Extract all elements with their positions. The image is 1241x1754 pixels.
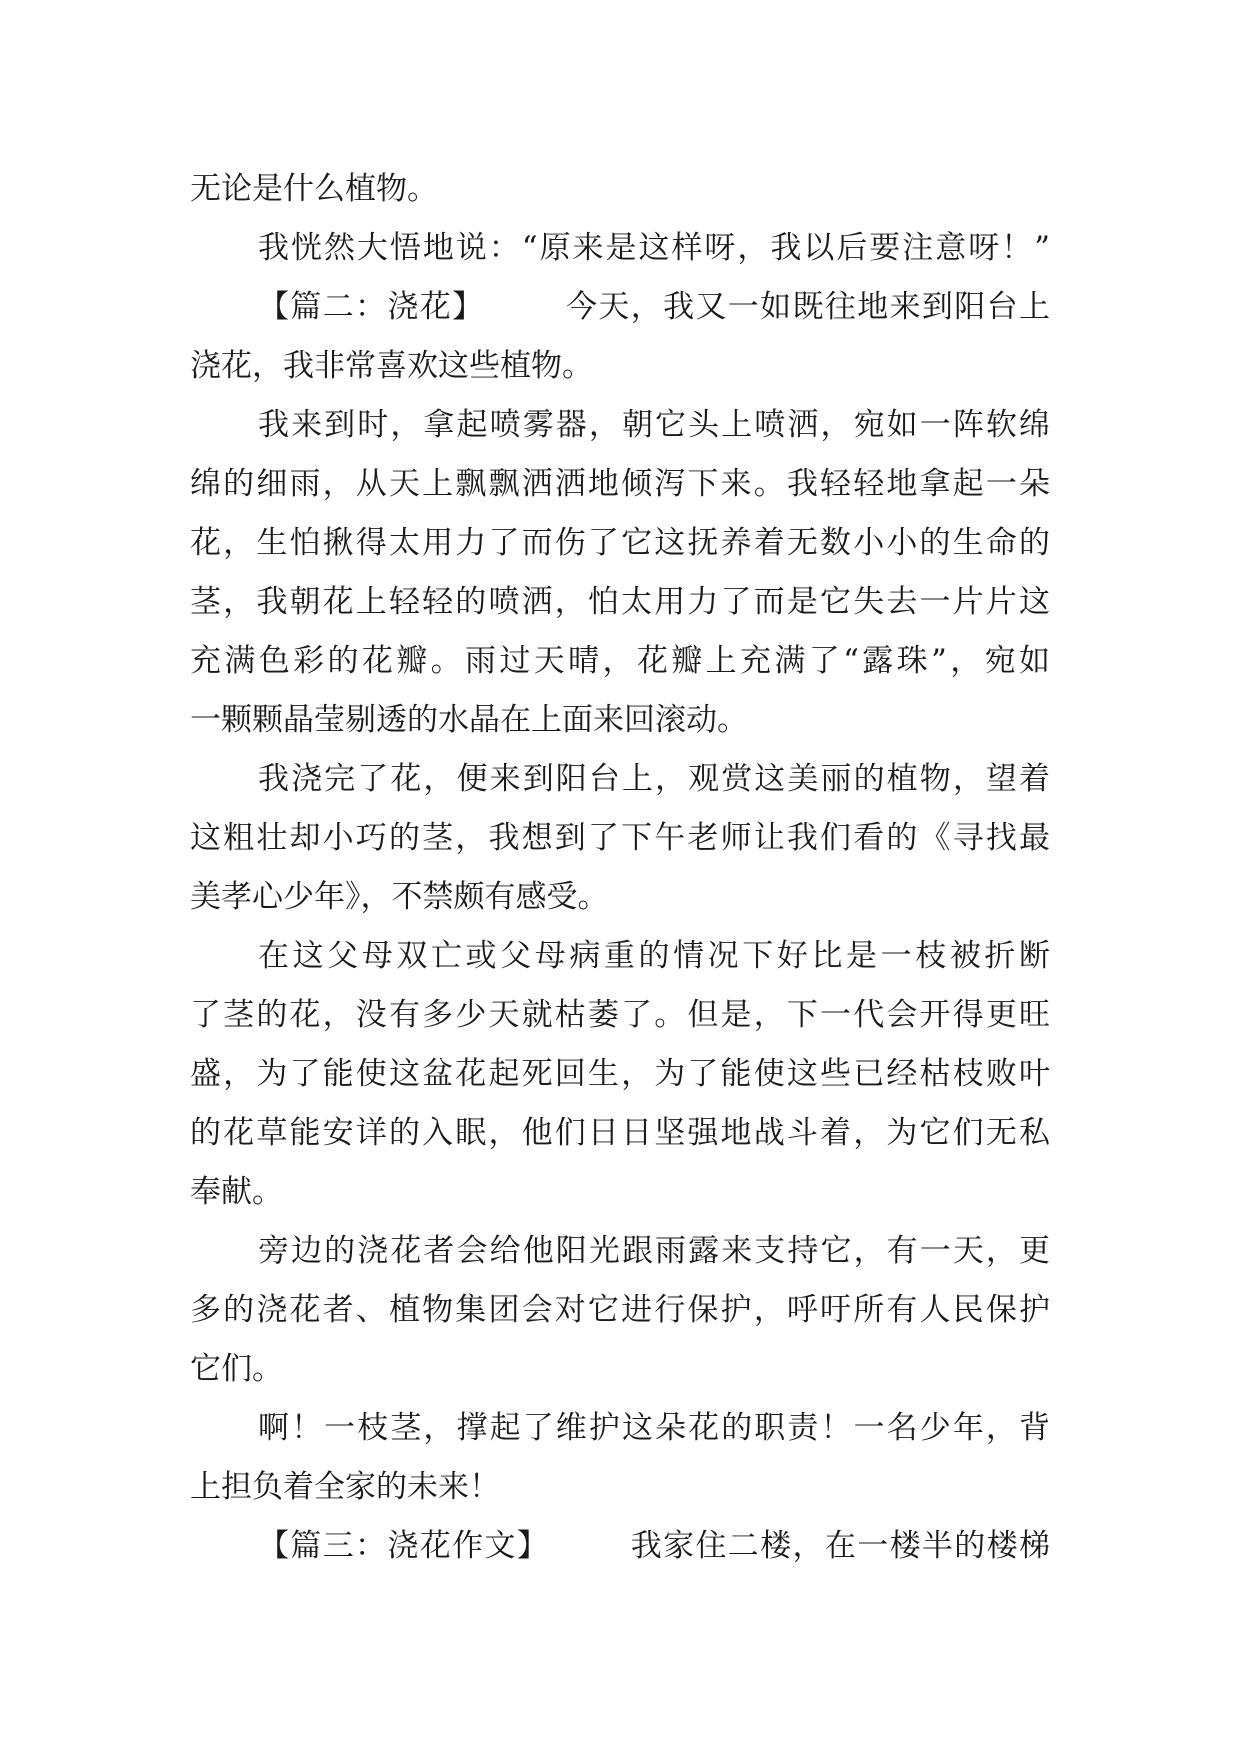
text-line: 【篇三：浇花作文】 我家住二楼，在一楼半的楼梯 [258, 1528, 1050, 1564]
text-line: 美孝心少年》，不禁颇有感受。 [190, 879, 609, 915]
text-line: 了茎的花，没有多少天就枯萎了。但是，下一代会开得更旺 [190, 997, 1050, 1033]
text-line: 上担负着全家的未来！ [190, 1469, 500, 1505]
text-line: 多的浇花者、植物集团会对它进行保护，呼吁所有人民保护 [190, 1292, 1050, 1328]
text-line: 无论是什么植物。 [190, 171, 438, 207]
text-line: 它们。 [190, 1351, 283, 1387]
text-line: 盛，为了能使这盆花起死回生，为了能使这些已经枯枝败叶 [190, 1056, 1050, 1092]
text-line: 充满色彩的花瓣。雨过天晴，花瓣上充满了“露珠”，宛如 [190, 643, 1050, 679]
text-line: 花，生怕揪得太用力了而伤了它这抚养着无数小小的生命的 [190, 525, 1050, 561]
text-line: 啊！一枝茎，撑起了维护这朵花的职责！一名少年，背 [258, 1410, 1050, 1446]
text-line: 这粗壮却小巧的茎，我想到了下午老师让我们看的《寻找最 [190, 820, 1050, 856]
document-body [190, 160, 1050, 1576]
text-line: 奉献。 [190, 1174, 283, 1210]
text-line: 旁边的浇花者会给他阳光跟雨露来支持它，有一天，更 [258, 1233, 1050, 1269]
text-line: 的花草能安详的入眠，他们日日坚强地战斗着，为它们无私 [190, 1115, 1050, 1151]
text-line: 我恍然大悟地说：“原来是这样呀，我以后要注意呀！” [258, 230, 1050, 266]
text-line: 在这父母双亡或父母病重的情况下好比是一枝被折断 [258, 938, 1050, 974]
text-line: 绵的细雨，从天上飘飘洒洒地倾泻下来。我轻轻地拿起一朵 [190, 466, 1050, 502]
text-line: 一颗颗晶莹剔透的水晶在上面来回滚动。 [190, 702, 748, 738]
text-line: 茎，我朝花上轻轻的喷洒，怕太用力了而是它失去一片片这 [190, 584, 1050, 620]
text-line: 我来到时，拿起喷雾器，朝它头上喷洒，宛如一阵软绵 [258, 407, 1050, 443]
text-line: 浇花，我非常喜欢这些植物。 [190, 348, 593, 384]
text-line: 我浇完了花，便来到阳台上，观赏这美丽的植物，望着 [258, 761, 1050, 797]
text-line: 【篇二：浇花】 今天，我又一如既往地来到阳台上 [258, 289, 1050, 325]
